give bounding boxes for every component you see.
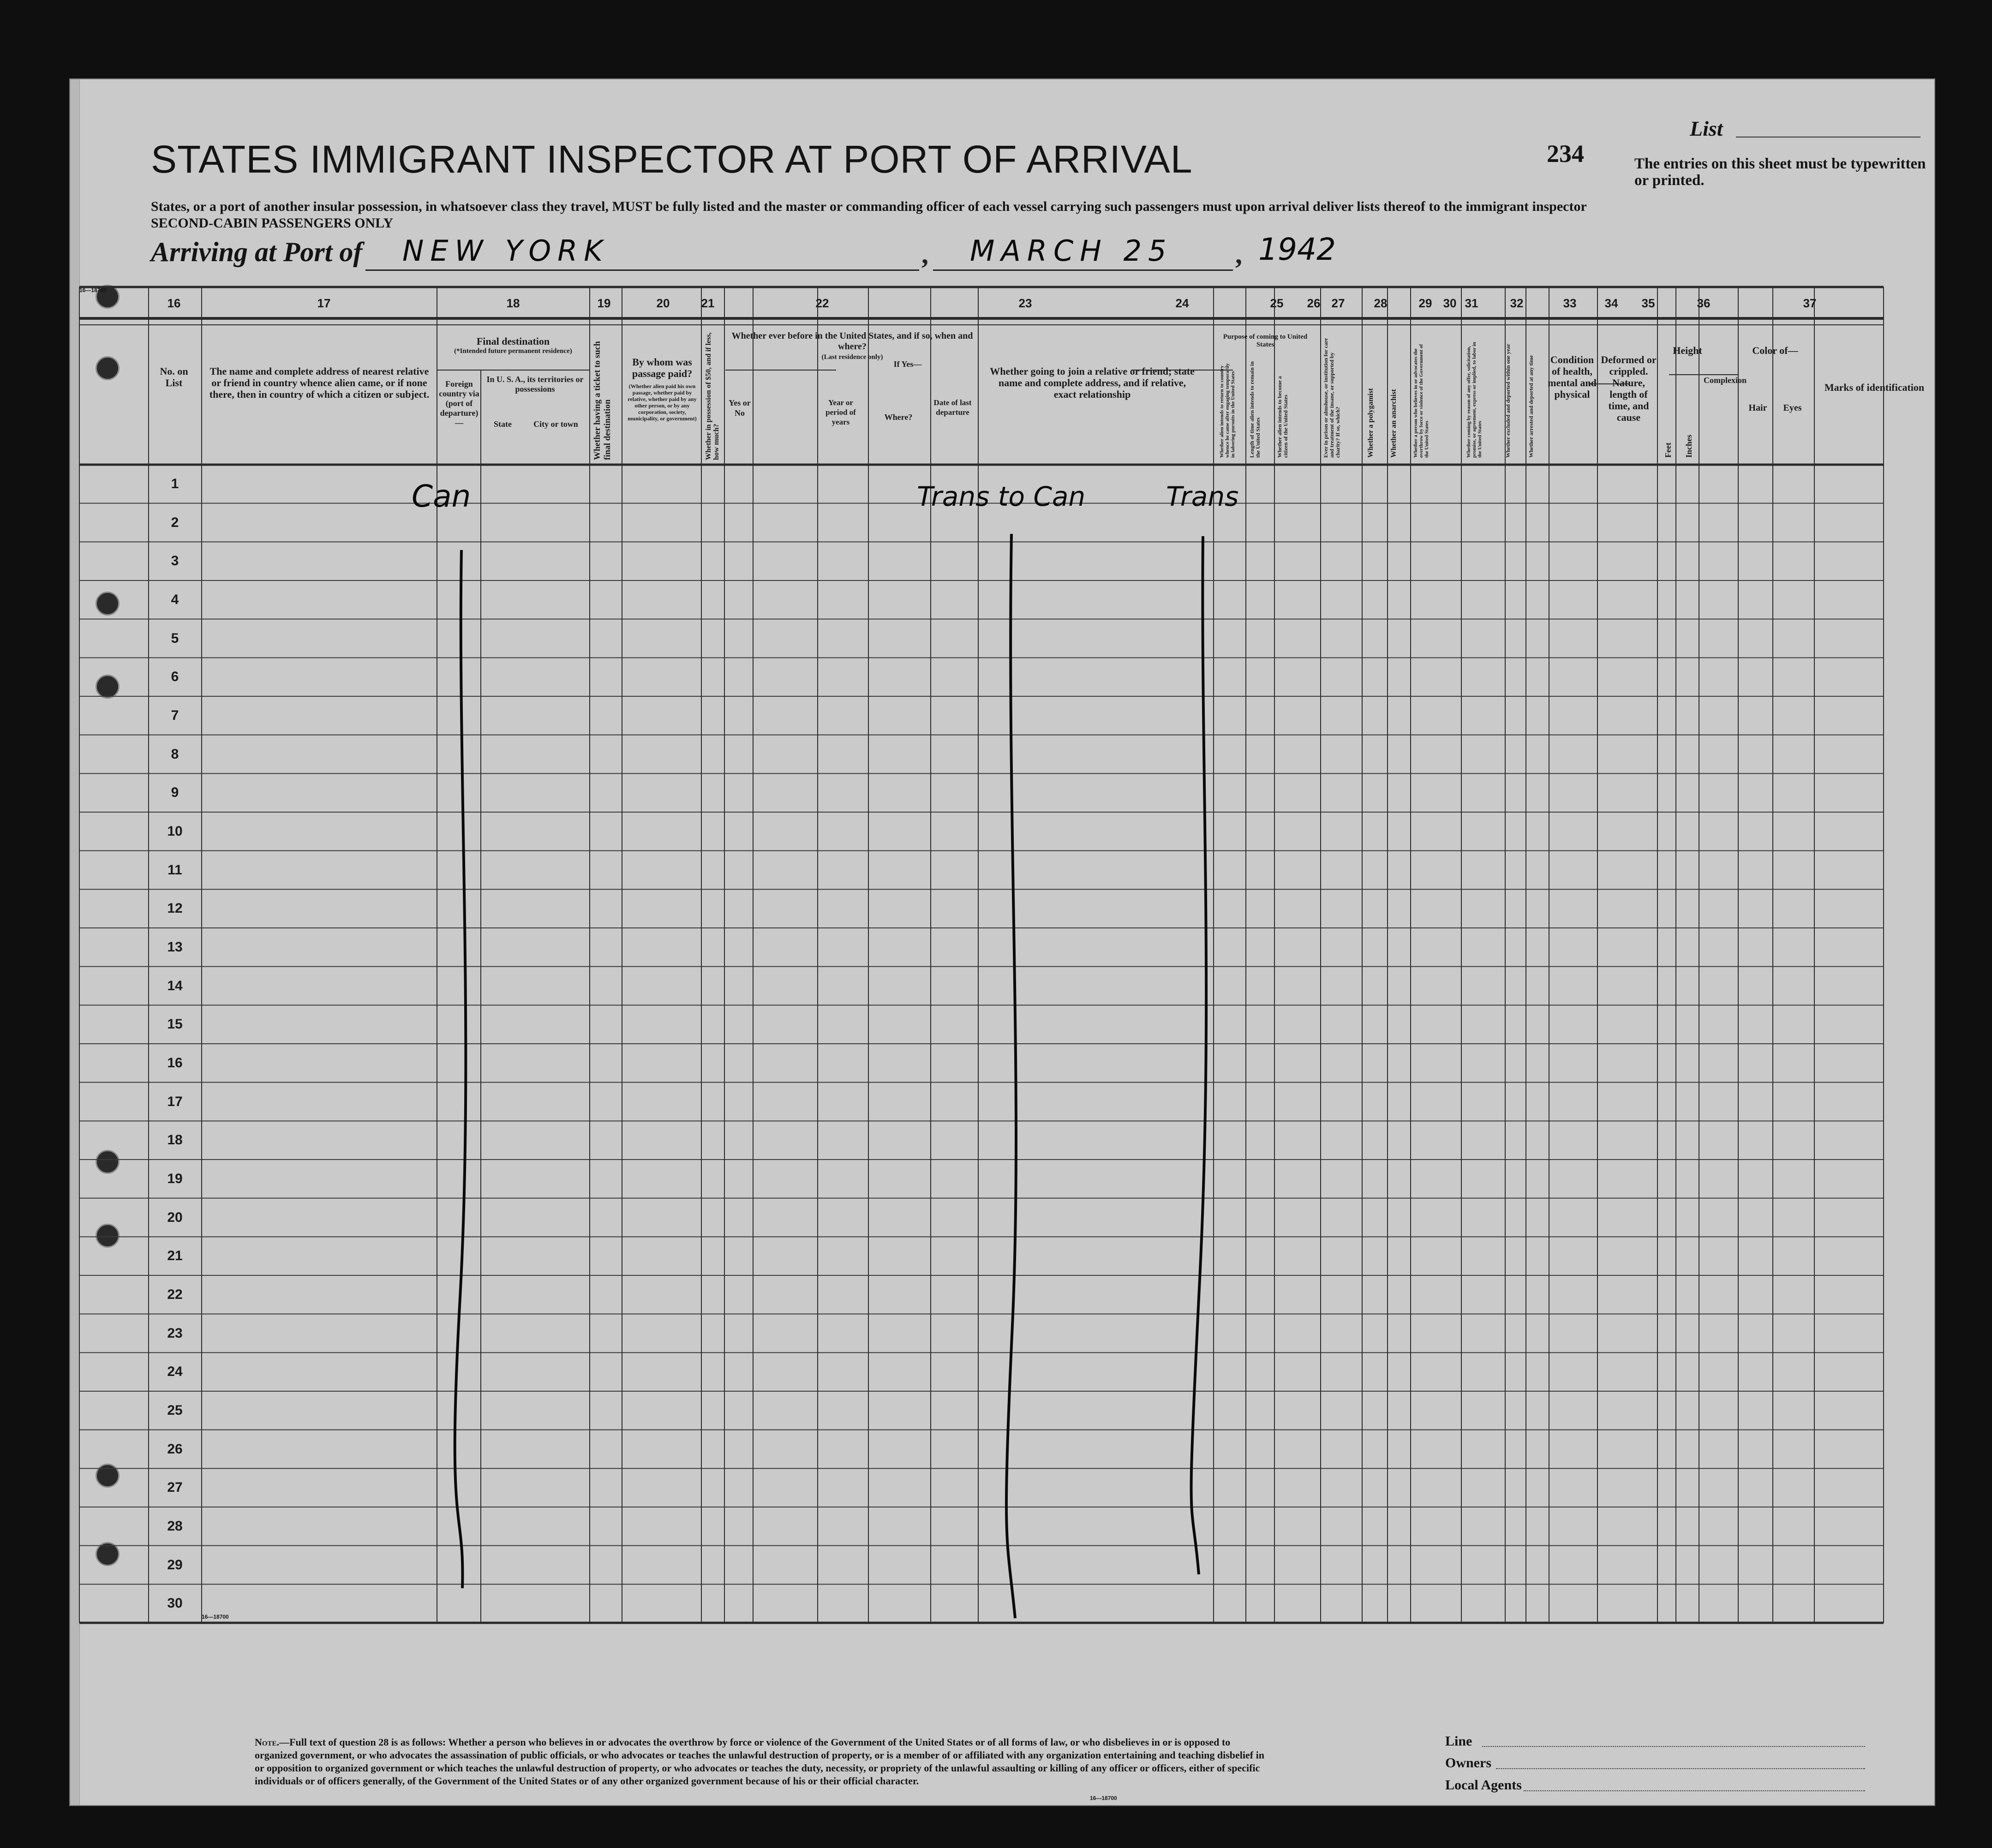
row-number: 26 [167, 1441, 183, 1457]
row-number: 21 [167, 1248, 183, 1264]
agents-signature-line [1524, 1790, 1865, 1791]
column-number: 34 [1604, 296, 1618, 310]
row-number: 20 [167, 1209, 183, 1225]
row-number: 17 [167, 1094, 183, 1109]
entry-joining: Trans to Can [917, 481, 1086, 512]
row-number: 27 [167, 1480, 183, 1495]
comma-separator: , [921, 239, 928, 269]
header-anarchist: Whether an anarchist [1390, 389, 1398, 458]
header-final-destination [439, 335, 587, 355]
date-value: MARCH 25 [970, 234, 1173, 268]
cabin-class: SECOND-CABIN PASSENGERS ONLY [151, 215, 394, 231]
row-number: 7 [171, 707, 179, 723]
form-number-top: 16—18700 [79, 287, 107, 293]
row-number: 2 [171, 514, 179, 530]
form-number-footer: 16—18700 [1090, 1795, 1117, 1801]
column-number: 20 [656, 296, 670, 310]
entry-foreign-country: Can [412, 478, 471, 514]
column-number: 24 [1175, 296, 1189, 310]
header-yes-or-no: Yes or No [729, 398, 751, 418]
column-number: 22 [815, 296, 829, 310]
header-period-years: Year or period of years [826, 398, 856, 426]
ever-before-note: (Last residence only) [821, 353, 883, 361]
column-number: 35 [1641, 296, 1655, 310]
page-number: 234 [1547, 140, 1584, 167]
row-number: 15 [167, 1017, 183, 1032]
row-number: 1 [171, 476, 179, 491]
final-destination-title: Final destination [476, 335, 550, 347]
column-number: 36 [1697, 296, 1711, 310]
row-number: 16 [167, 1055, 183, 1071]
question-28-note [255, 1736, 1270, 1788]
row-number: 14 [167, 978, 183, 993]
comma-separator: , [1235, 239, 1242, 269]
column-number: 29 [1418, 296, 1432, 310]
manifest-grid [70, 79, 1934, 1805]
notice-text: States, or a port of another insular possession, in whatsoever class they travel, MUST be fully listed and the master or commanding officer of each vessel carrying such passengers must upon arrival deliver lists thereof to the immigrant inspector [151, 199, 1587, 214]
row-number: 9 [171, 785, 179, 801]
row-number: 4 [171, 592, 179, 607]
header-purpose-citizen: Whether alien intends to become a citizen of the United States [1276, 376, 1289, 458]
header-purpose-length: Length of time alien intends to remain in the United States [1249, 361, 1261, 458]
row-number: 12 [167, 901, 183, 916]
column-number: 32 [1510, 296, 1524, 310]
row-number: 28 [167, 1518, 183, 1534]
typewritten-instructions: The entries on this sheet must be typewritten or printed. [1634, 155, 1926, 189]
manifest-sheet [69, 78, 1935, 1806]
row-number: 25 [167, 1402, 183, 1418]
column-number: 30 [1443, 296, 1457, 310]
header-ticket: Whether having a ticket to such final destination [592, 341, 612, 460]
column-number: 23 [1018, 296, 1032, 310]
header-ever-before-in-us [728, 331, 977, 363]
row-number: 23 [167, 1325, 183, 1341]
header-eyes: Eyes [1783, 403, 1802, 413]
header-state: State [494, 419, 512, 429]
header-purpose: Purpose of coming to United States [1223, 333, 1308, 348]
header-labor-offer: Whether coming by reason of any offer, solicitation, promise, or agreement, express or implied, to labor in the United States [1466, 342, 1483, 458]
column-number: 19 [597, 296, 611, 310]
ever-before-title: Whether ever before in the United States, and if so, when and where? [731, 331, 973, 352]
entry-purpose: Trans [1166, 481, 1239, 512]
header-in-usa: In U. S. A., its territories or possessions [486, 375, 584, 394]
form-title: STATES IMMIGRANT INSPECTOR AT PORT OF ARRIVAL [151, 138, 1193, 181]
header-purpose-return: Whether alien intends to return to country whence he came after engaging temporarily in laboring pursuits in the United States [1219, 363, 1236, 458]
row-number: 29 [167, 1557, 183, 1573]
column-number: 25 [1270, 296, 1284, 310]
row-number: 24 [167, 1364, 183, 1380]
port-value: NEW YORK [402, 234, 609, 268]
header-city: City or town [533, 419, 578, 429]
header-overthrow: Whether a person who believes in or advocates the overthrow by force or violence of the Government of the United States [1413, 344, 1430, 458]
column-number: 37 [1803, 296, 1817, 310]
header-prison: Ever in prison or almshouse, or institution for care and treatment of the insane, or supported by charity? If so, which? [1322, 338, 1341, 458]
column-number: 17 [317, 296, 331, 310]
row-number: 11 [167, 862, 182, 878]
header-joining-relative: Whether going to join a relative or friend; state name and complete address, and if relative, exact relationship [990, 365, 1195, 400]
passage-paid-title: By whom was passage paid? [632, 356, 693, 379]
passage-paid-note: (Whether alien paid his own passage, whether paid by relative, whether paid by any other person, or by any corporation, society, municipality, or government) [628, 383, 697, 422]
row-number: 5 [171, 630, 179, 646]
list-label: List [1690, 117, 1723, 140]
column-number: 31 [1465, 296, 1478, 310]
header-feet: Feet [1663, 443, 1673, 458]
header-inches: Inches [1684, 434, 1693, 458]
header-polygamist: Whether a polygamist [1367, 388, 1375, 458]
header-last-departure: Date of last departure [933, 398, 972, 417]
row-number: 8 [171, 746, 179, 762]
row-number: 3 [171, 553, 179, 569]
row-number: 18 [167, 1132, 183, 1148]
row-number: 13 [167, 939, 183, 955]
column-number: 16 [167, 296, 181, 310]
row-number: 22 [167, 1286, 183, 1302]
header-nearest-relative: The name and complete address of nearest relative or friend in country whence alien came, or if none there, then in country of which a citizen or subject. [209, 365, 430, 400]
header-deported: Whether arrested and deported at any time [1528, 355, 1534, 458]
line-label: Line [1445, 1734, 1472, 1749]
final-destination-note: (*Intended future permanent residence) [454, 347, 572, 355]
header-hair: Hair [1748, 403, 1767, 413]
note-label: Note. [255, 1736, 280, 1748]
header-height: Height [1673, 345, 1702, 356]
row-number: 10 [167, 823, 183, 839]
header-if-yes: If Yes— [893, 359, 922, 369]
year-value: 1942 [1258, 232, 1336, 267]
column-number: 18 [506, 296, 520, 310]
owners-signature-line [1496, 1768, 1865, 1769]
column-number: 28 [1374, 296, 1388, 310]
form-number-bottom: 16—18700 [202, 1614, 229, 1620]
agents-label: Local Agents [1445, 1777, 1522, 1793]
owners-label: Owners [1445, 1755, 1491, 1770]
line-signature-line [1482, 1746, 1865, 1747]
column-number: 26 [1307, 296, 1321, 310]
header-marks: Marks of identification [1824, 382, 1925, 393]
header-foreign-country: Foreign country via (port of departure)— [439, 379, 479, 427]
header-no-on-list: No. on List [160, 365, 188, 389]
header-health: Condition of health, mental and physical [1548, 354, 1597, 400]
column-number: 21 [701, 296, 715, 310]
row-number: 30 [167, 1596, 183, 1611]
header-passage-paid [623, 356, 701, 422]
header-where: Where? [884, 413, 913, 422]
arriving-label: Arriving at Port of [151, 237, 363, 267]
row-number: 6 [171, 669, 179, 685]
header-deformed: Deformed or crippled. Nature, length of time, and cause [1601, 354, 1657, 423]
column-number: 27 [1331, 296, 1345, 310]
note-text: —Full text of question 28 is as follows: Whether a person who believes in or advocates the overthrow by force or violence of the Government of the United States or of all forms of law, or who disbelieves in or is opposed to organized government, or who advocates the assassination of public officials, or who advocates or teaches the unlawful destruction of property, or is a member of or affiliated with any organization entertaining and teaching disbelief in or opposition to organized government or which teaches the unlawful destruction of property, or who advocates or teaches the duty, necessity, or propriety of the unlawful assaulting or killing of any officer or officers, either of specific individuals or of officers generally, of the Government of the United States or of any other organized government because of his or their official character. [255, 1736, 1264, 1787]
header-fifty-dollars: Whether in possession of $50, and if less, how much? [705, 332, 720, 460]
header-excluded: Whether excluded and deported within one year [1505, 343, 1511, 458]
column-number: 33 [1563, 296, 1577, 310]
header-complexion: Complexion [1704, 376, 1747, 385]
header-color-of: Color of— [1752, 345, 1798, 356]
row-number: 19 [167, 1171, 183, 1186]
